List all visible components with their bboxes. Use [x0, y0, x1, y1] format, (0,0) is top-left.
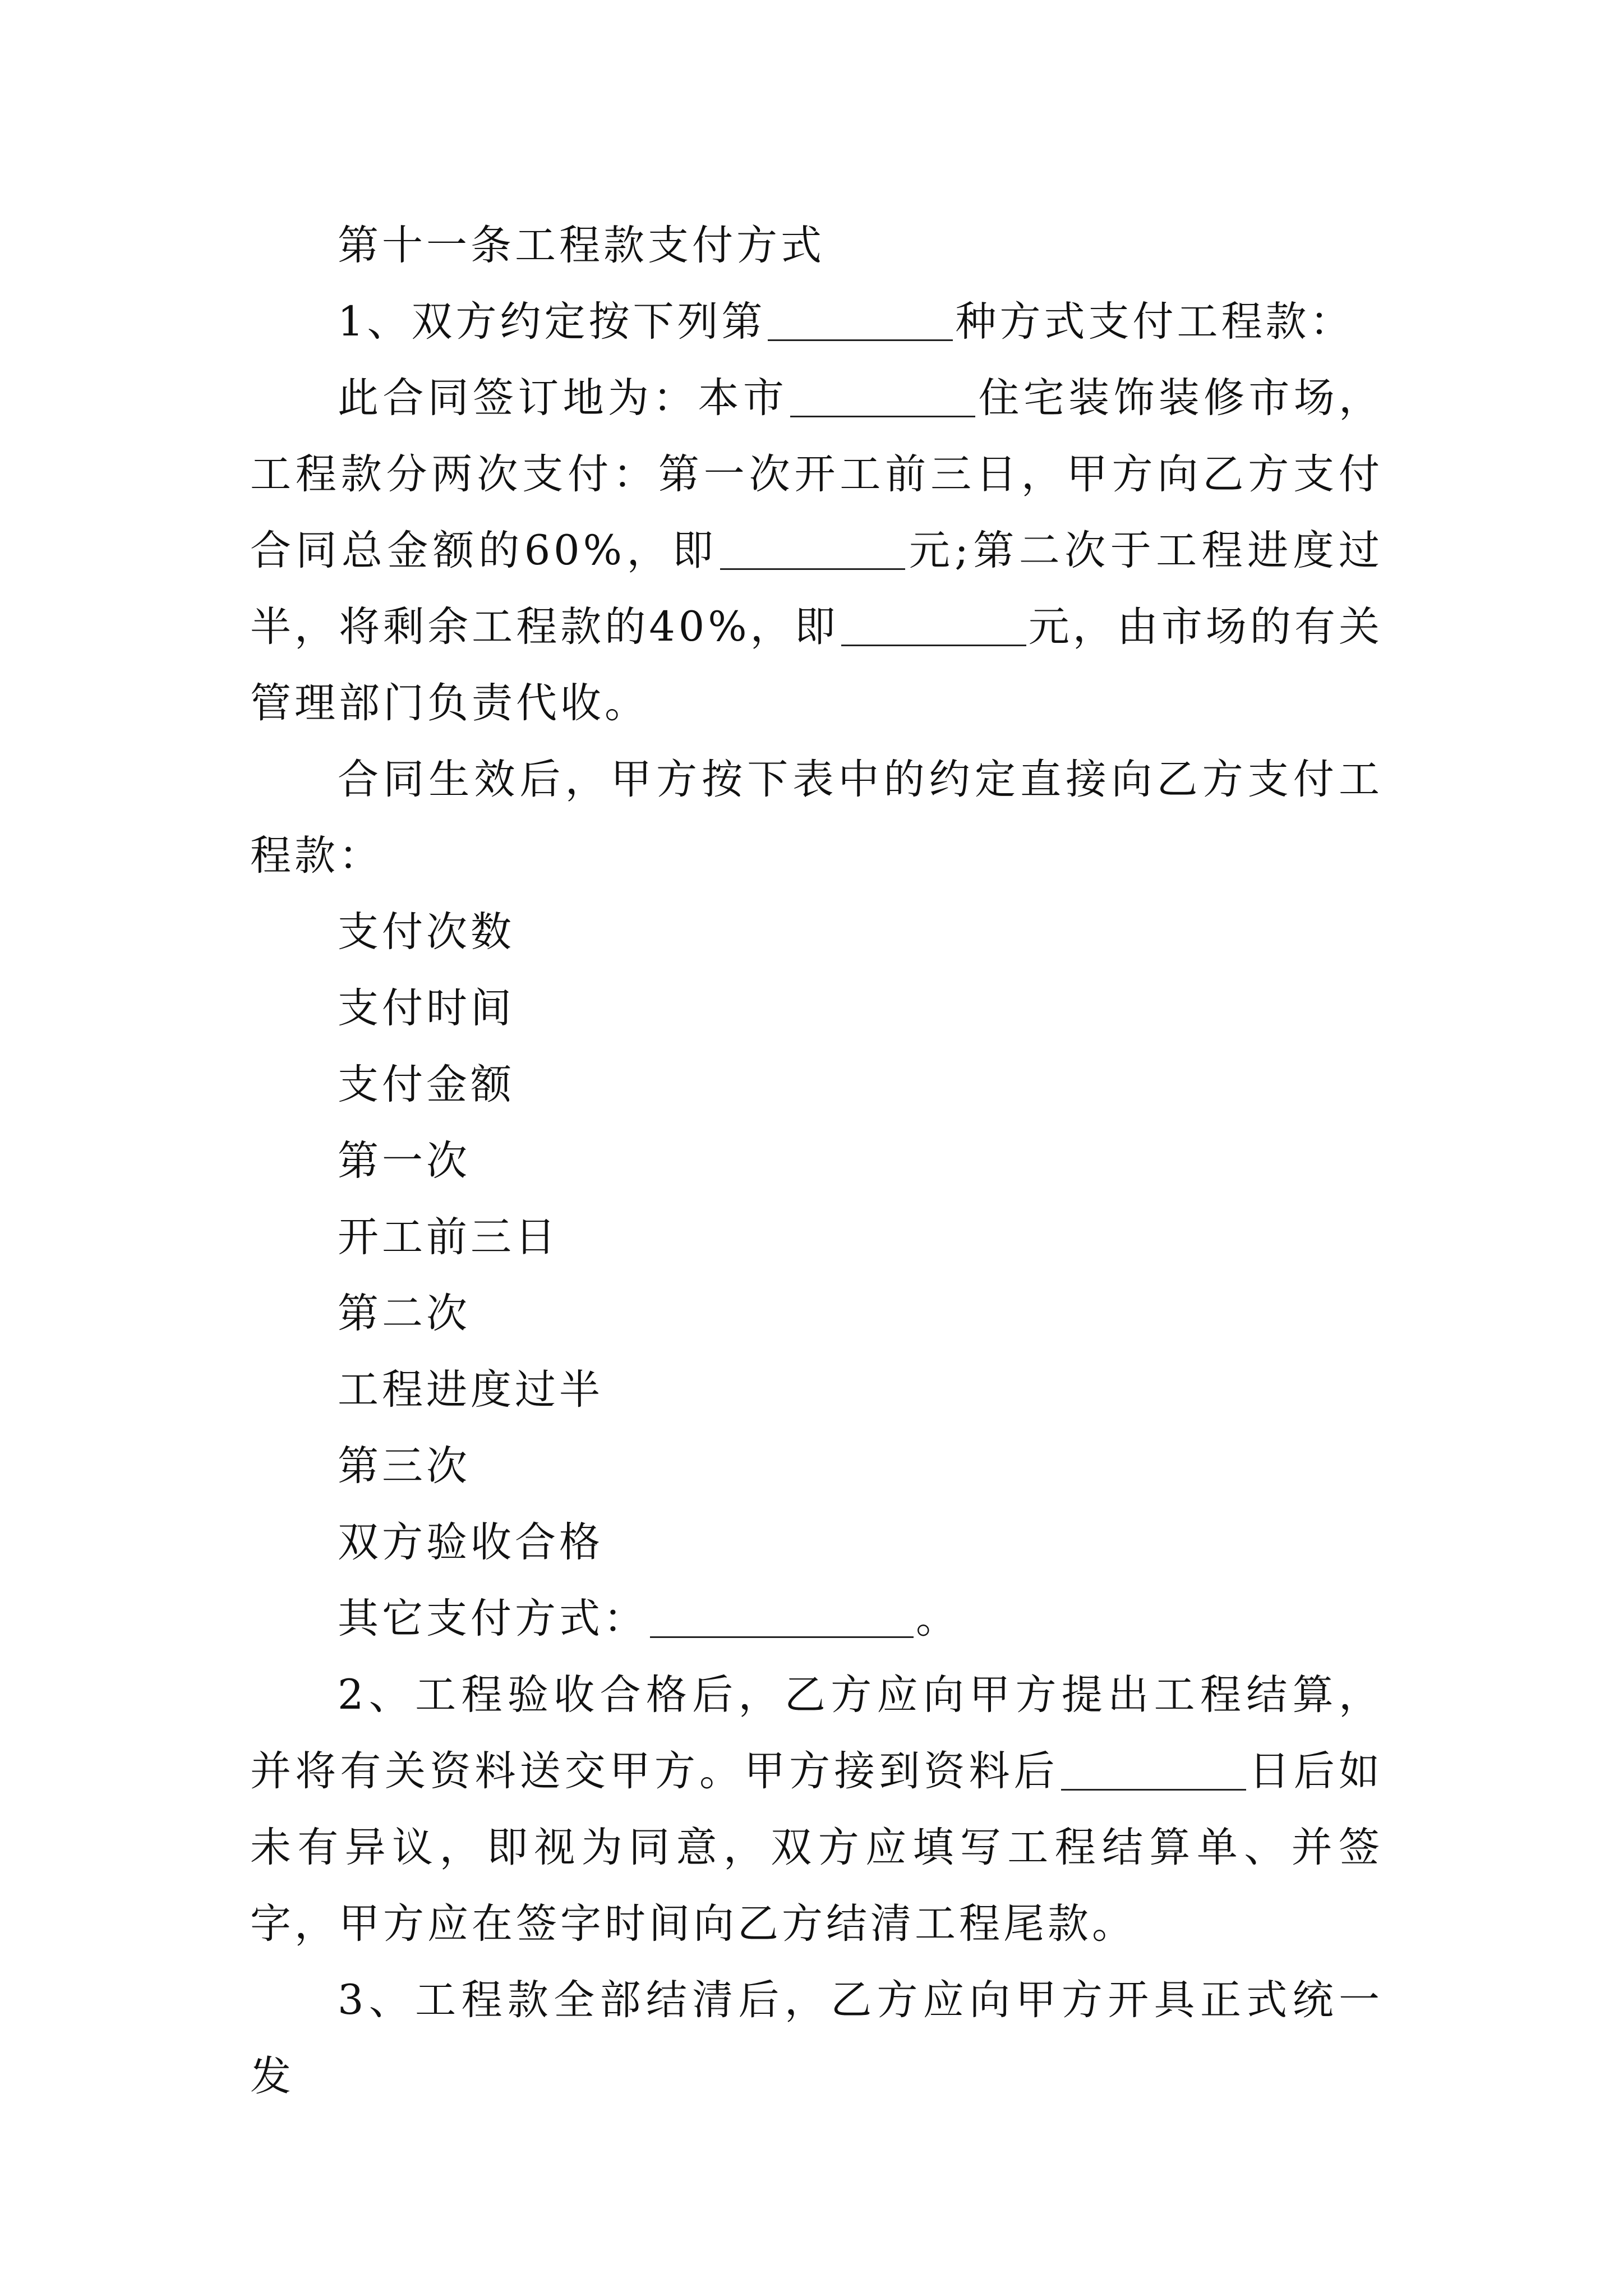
table-line: 支付次数	[338, 908, 515, 956]
paragraph-market-payment	[250, 360, 1383, 742]
market-part-1: 此合同签订地为：本市	[338, 374, 789, 422]
clause-1-lead: 1、双方约定按下列第	[338, 298, 766, 346]
market-part-3: 元;第二次于工程进度过半，将剩余工程款的40%，即	[250, 527, 1383, 651]
section-heading: 第十一条工程款支付方式	[338, 222, 825, 269]
blank-other-method	[650, 1600, 914, 1638]
table-line: 支付时间	[338, 984, 515, 1032]
paragraph-direct-payment: 合同生效后，甲方按下表中的约定直接向乙方支付工程款：	[250, 756, 1383, 880]
blank-first-amount	[720, 532, 905, 570]
table-line: 第二次	[338, 1290, 471, 1337]
clause-3: 3、工程款全部结清后，乙方应向甲方开具正式统一发	[250, 1976, 1383, 2100]
market-part-4: 元，由市场的有关管理部门负责代收。	[250, 603, 1383, 727]
market-part-2: 住宅装饰装修市场，工程款分两次支付：第一次开工前三日，甲方向乙方支付合同总金额的60%，即	[250, 374, 1384, 574]
clause-1	[250, 284, 1383, 360]
clause-2-part-2: 日后如未有异议，即视为同意，双方应填写工程结算单、并签字，甲方应在签字时间向乙方结清工程尾款。	[250, 1747, 1384, 1948]
blank-city-market	[790, 380, 975, 417]
clause-1-tail: 种方式支付工程款：	[955, 298, 1354, 346]
table-line: 第三次	[338, 1442, 471, 1490]
table-line: 开工前三日	[338, 1213, 559, 1261]
other-method-label: 其它支付方式：	[338, 1595, 648, 1642]
table-line: 第一次	[338, 1137, 471, 1185]
other-method-end: 。	[916, 1595, 960, 1642]
other-payment-method	[250, 1581, 1383, 1657]
clause-2-part-1: 2、工程验收合格后，乙方应向甲方提出工程结算，并将有关资料送交甲方。甲方接到资料后	[250, 1671, 1383, 1795]
table-line: 双方验收合格	[338, 1519, 603, 1566]
blank-review-days	[1061, 1753, 1246, 1791]
blank-method-number	[768, 303, 953, 341]
table-line: 工程进度过半	[338, 1366, 603, 1414]
clause-2	[250, 1657, 1383, 1962]
table-line: 支付金额	[338, 1061, 515, 1108]
document-body	[250, 208, 1383, 2115]
blank-second-amount	[841, 609, 1026, 646]
